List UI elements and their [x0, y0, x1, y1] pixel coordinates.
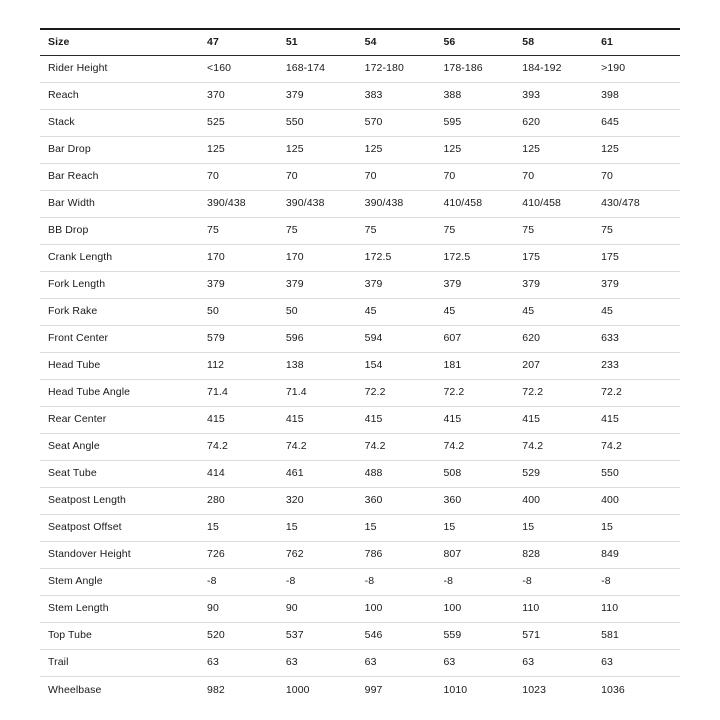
row-label: Head Tube Angle	[40, 379, 207, 406]
cell-value: 50	[286, 298, 365, 325]
cell-value: 400	[522, 487, 601, 514]
cell-value: 415	[522, 406, 601, 433]
cell-value: 90	[207, 595, 286, 622]
cell-value: 415	[286, 406, 365, 433]
cell-value: 45	[601, 298, 680, 325]
cell-value: 70	[207, 163, 286, 190]
row-label: Crank Length	[40, 244, 207, 271]
row-label: Seat Tube	[40, 460, 207, 487]
cell-value: 100	[443, 595, 522, 622]
row-label: Seat Angle	[40, 433, 207, 460]
row-label: Stem Length	[40, 595, 207, 622]
cell-value: 170	[207, 244, 286, 271]
cell-value: 63	[365, 649, 444, 676]
row-label: BB Drop	[40, 217, 207, 244]
cell-value: 571	[522, 622, 601, 649]
cell-value: 1036	[601, 676, 680, 703]
row-label: Bar Drop	[40, 136, 207, 163]
geometry-table-container	[40, 28, 680, 703]
cell-value: 410/458	[522, 190, 601, 217]
cell-value: 379	[207, 271, 286, 298]
cell-value: 15	[443, 514, 522, 541]
table-row	[40, 568, 680, 595]
row-label: Standover Height	[40, 541, 207, 568]
cell-value: 138	[286, 352, 365, 379]
cell-value: <160	[207, 62, 232, 75]
cell-value: 172-180	[364, 62, 404, 75]
table-row	[40, 406, 680, 433]
table-row	[40, 622, 680, 649]
cell-value: 529	[522, 460, 601, 487]
cell-value: 360	[365, 487, 444, 514]
cell-value: 45	[365, 298, 444, 325]
cell-value: 75	[443, 217, 522, 244]
cell-value: 233	[601, 352, 680, 379]
table-row	[40, 433, 680, 460]
cell-value: 90	[286, 595, 365, 622]
cell-value: 398	[601, 82, 680, 109]
row-label: Bar Reach	[40, 163, 207, 190]
cell-value: 50	[207, 298, 286, 325]
cell-value: 390/438	[286, 190, 365, 217]
cell-value: 1000	[286, 676, 365, 703]
cell-value: 125	[207, 136, 286, 163]
cell-value: 74.2	[443, 433, 522, 460]
cell-value: 172.5	[443, 244, 522, 271]
cell-value: 997	[365, 676, 444, 703]
cell-value: 762	[286, 541, 365, 568]
cell-value: 15	[286, 514, 365, 541]
cell-value: -8	[365, 568, 444, 595]
row-label: Bar Width	[40, 190, 207, 217]
cell-value: 383	[365, 82, 444, 109]
cell-value: 546	[365, 622, 444, 649]
cell-value: 178-186	[443, 62, 483, 75]
cell-value: 807	[443, 541, 522, 568]
cell-value: 390/438	[207, 190, 286, 217]
cell-value: 72.2	[443, 379, 522, 406]
table-row	[40, 352, 680, 379]
cell-value: 75	[601, 217, 680, 244]
cell-value: >190	[601, 62, 626, 75]
cell-value: 488	[365, 460, 444, 487]
row-label: Head Tube	[40, 352, 207, 379]
table-row	[40, 487, 680, 514]
table-row	[40, 82, 680, 109]
cell-value: 125	[365, 136, 444, 163]
cell-value: 620	[522, 109, 601, 136]
cell-value: 71.4	[207, 379, 286, 406]
cell-value: 175	[522, 244, 601, 271]
cell-value: 172.5	[365, 244, 444, 271]
cell-value: 415	[443, 406, 522, 433]
cell-value: 63	[522, 649, 601, 676]
cell-value: 63	[443, 649, 522, 676]
table-row	[40, 217, 680, 244]
cell-value: 430/478	[601, 190, 680, 217]
table-row	[40, 514, 680, 541]
cell-value: 74.2	[365, 433, 444, 460]
cell-value: 15	[601, 514, 680, 541]
cell-value: 393	[522, 82, 601, 109]
cell-value: 181	[443, 352, 522, 379]
cell-value: 125	[601, 136, 680, 163]
cell-value: 170	[286, 244, 365, 271]
cell-value: 379	[522, 271, 601, 298]
cell-value: -8	[601, 568, 680, 595]
cell-value: 360	[443, 487, 522, 514]
cell-value: 184-192	[522, 62, 562, 75]
cell-value: 72.2	[365, 379, 444, 406]
cell-value: 645	[601, 109, 680, 136]
cell-value: 168-174	[285, 62, 326, 75]
cell-value: 400	[601, 487, 680, 514]
cell-value: 550	[601, 460, 680, 487]
cell-value: 559	[443, 622, 522, 649]
cell-value: 786	[365, 541, 444, 568]
cell-value: -8	[522, 568, 601, 595]
cell-value: 75	[365, 217, 444, 244]
cell-value: 74.2	[286, 433, 365, 460]
cell-value: 207	[522, 352, 601, 379]
size-header-label: Size	[40, 29, 207, 55]
table-row	[40, 325, 680, 352]
cell-value: 379	[601, 271, 680, 298]
cell-value: 75	[522, 217, 601, 244]
cell-value: 849	[601, 541, 680, 568]
cell-value: 415	[207, 406, 286, 433]
cell-value: 726	[207, 541, 286, 568]
cell-value: 75	[286, 217, 365, 244]
cell-value: 415	[365, 406, 444, 433]
cell-value: 70	[601, 163, 680, 190]
table-header	[40, 29, 680, 55]
cell-value: 415	[601, 406, 680, 433]
cell-value: 125	[522, 136, 601, 163]
table-row	[40, 136, 680, 163]
cell-value: 70	[443, 163, 522, 190]
size-column-header: 51	[286, 29, 365, 55]
cell-value: 579	[207, 325, 286, 352]
row-label: Wheelbase	[40, 676, 207, 703]
cell-value: 390/438	[365, 190, 444, 217]
cell-value: 72.2	[522, 379, 601, 406]
cell-value: 110	[601, 595, 680, 622]
cell-value: 63	[286, 649, 365, 676]
cell-value: 379	[443, 271, 522, 298]
table-row	[40, 649, 680, 676]
row-label: Top Tube	[40, 622, 207, 649]
row-label: Seatpost Length	[40, 487, 207, 514]
size-column-header: 56	[443, 29, 522, 55]
cell-value: 74.2	[522, 433, 601, 460]
cell-value: 594	[365, 325, 444, 352]
cell-value: 100	[365, 595, 444, 622]
cell-value: 15	[365, 514, 444, 541]
cell-value: 70	[286, 163, 365, 190]
cell-value: 550	[286, 109, 365, 136]
cell-value: 596	[286, 325, 365, 352]
row-label: Reach	[40, 82, 207, 109]
size-column-header: 58	[522, 29, 601, 55]
row-label: Fork Length	[40, 271, 207, 298]
header-row	[40, 29, 680, 55]
cell-value: -8	[443, 568, 522, 595]
table-row	[40, 244, 680, 271]
row-label: Seatpost Offset	[40, 514, 207, 541]
cell-value: 320	[286, 487, 365, 514]
geometry-table	[40, 28, 680, 703]
cell-value: 70	[522, 163, 601, 190]
cell-value: 525	[207, 109, 286, 136]
size-column-header: 47	[207, 29, 286, 55]
cell-value: 280	[207, 487, 286, 514]
cell-value: 982	[207, 676, 286, 703]
table-row	[40, 163, 680, 190]
table-row	[40, 460, 680, 487]
row-label: Fork Rake	[40, 298, 207, 325]
row-label: Front Center	[40, 325, 207, 352]
cell-value: 379	[286, 271, 365, 298]
cell-value: 15	[522, 514, 601, 541]
cell-value: 63	[601, 649, 680, 676]
table-row	[40, 271, 680, 298]
table-row	[40, 190, 680, 217]
cell-value: 828	[522, 541, 601, 568]
row-label: Rider Height	[48, 62, 108, 75]
cell-value: 70	[365, 163, 444, 190]
cell-value: -8	[207, 568, 286, 595]
cell-value: 125	[286, 136, 365, 163]
cell-value: 570	[365, 109, 444, 136]
cell-value: 71.4	[286, 379, 365, 406]
cell-value: 74.2	[601, 433, 680, 460]
cell-value: 175	[601, 244, 680, 271]
cell-value: 581	[601, 622, 680, 649]
cell-value: -8	[286, 568, 365, 595]
row-label: Stack	[40, 109, 207, 136]
cell-value: 607	[443, 325, 522, 352]
table-row	[40, 109, 680, 136]
table-body	[40, 55, 680, 703]
cell-value: 1010	[443, 676, 522, 703]
cell-value: 45	[443, 298, 522, 325]
cell-value: 15	[207, 514, 286, 541]
cell-value: 154	[365, 352, 444, 379]
cell-value: 379	[365, 271, 444, 298]
cell-value: 74.2	[207, 433, 286, 460]
cell-value: 633	[601, 325, 680, 352]
cell-value: 461	[286, 460, 365, 487]
table-row	[40, 55, 680, 82]
cell-value: 72.2	[601, 379, 680, 406]
cell-value: 370	[207, 82, 286, 109]
cell-value: 595	[443, 109, 522, 136]
table-row	[40, 298, 680, 325]
cell-value: 414	[207, 460, 286, 487]
table-row	[40, 676, 680, 703]
cell-value: 520	[207, 622, 286, 649]
cell-value: 379	[286, 82, 365, 109]
cell-value: 1023	[522, 676, 601, 703]
cell-value: 45	[522, 298, 601, 325]
cell-value: 620	[522, 325, 601, 352]
table-row	[40, 595, 680, 622]
cell-value: 75	[207, 217, 286, 244]
row-label: Trail	[40, 649, 207, 676]
row-label: Rear Center	[40, 406, 207, 433]
cell-value: 508	[443, 460, 522, 487]
cell-value: 63	[207, 649, 286, 676]
cell-value: 112	[207, 352, 286, 379]
cell-value: 125	[443, 136, 522, 163]
table-row	[40, 379, 680, 406]
cell-value: 388	[443, 82, 522, 109]
row-label: Stem Angle	[40, 568, 207, 595]
cell-value: 110	[522, 595, 601, 622]
cell-value: 537	[286, 622, 365, 649]
size-column-header: 54	[365, 29, 444, 55]
size-column-header: 61	[601, 29, 680, 55]
cell-value: 410/458	[443, 190, 522, 217]
table-row	[40, 541, 680, 568]
